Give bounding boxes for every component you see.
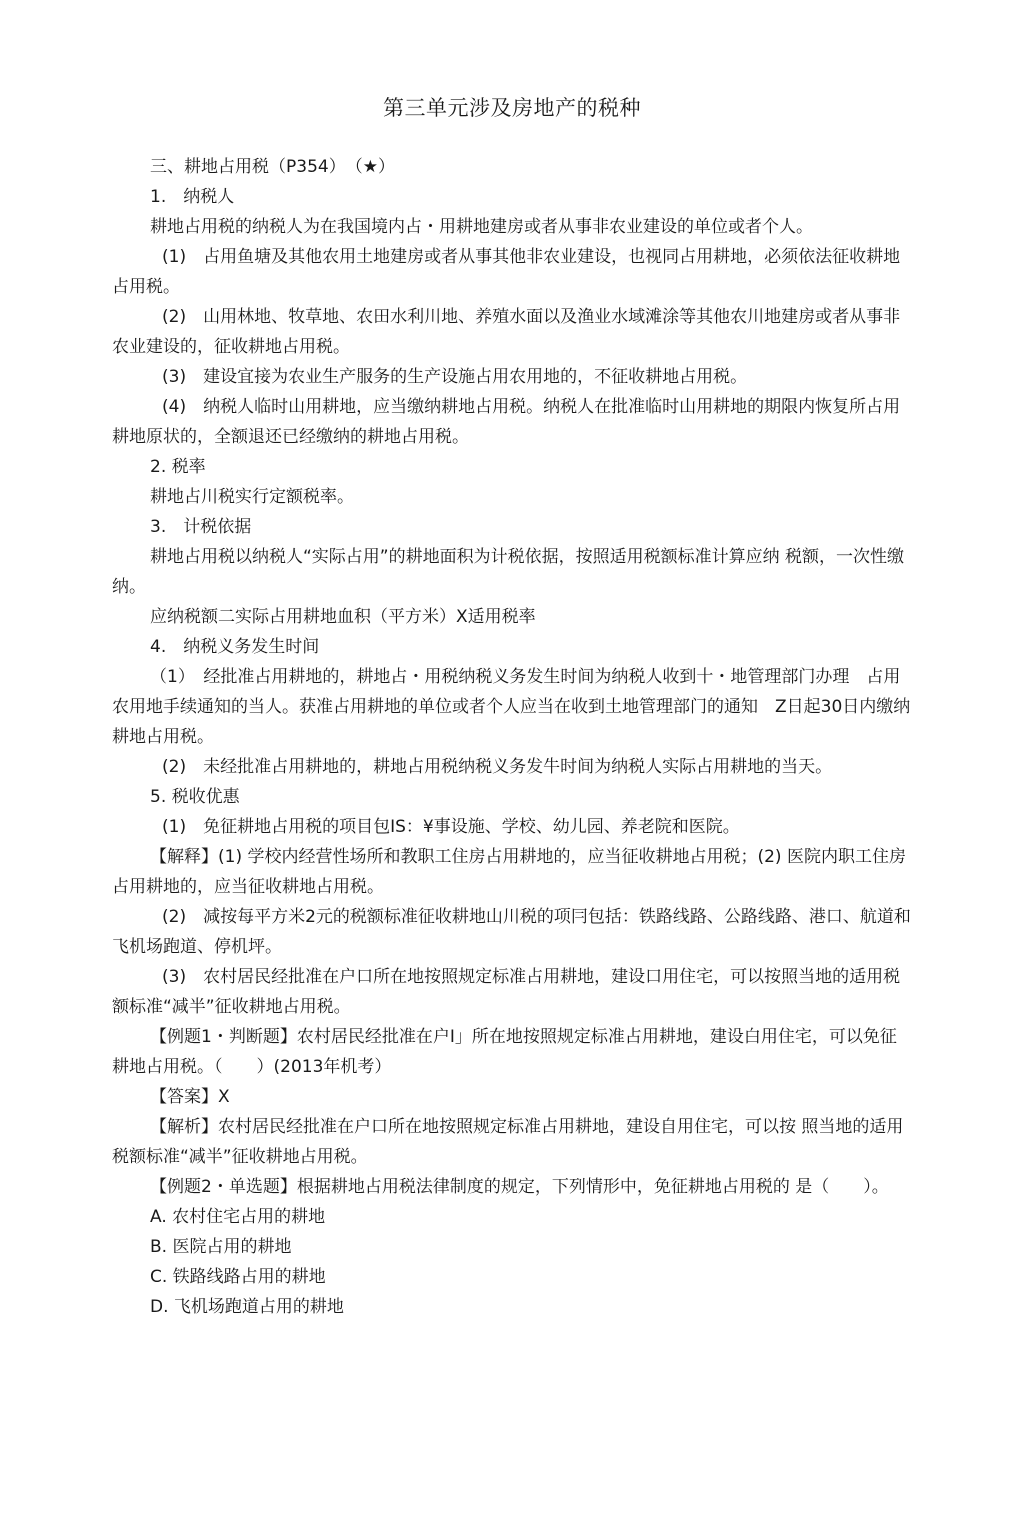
paragraph: (1) 占用鱼塘及其他农用土地建房或者从事其他非农业建设，也视同占用耕地，必须依法征收耕地占用税。: [112, 247, 901, 297]
paragraph: (2) 未经批准占用耕地的，耕地占用税纳税义务发牛时间为纳税人实际占用耕地的当天。: [162, 757, 833, 777]
paragraph: (3) 农村居民经批准在户口所在地按照规定标准占用耕地，建设口用住宅，可以按照当地的适用税额标准“减半”征收耕地占用税。: [112, 967, 901, 1017]
paragraph: 耕地占用税以纳税人“实际占用”的耕地面积为计税依据，按照适用税额标准计算应纳 税额，一次性缴纳。: [112, 547, 905, 597]
document-title: 第三单元涉及房地产的税种: [383, 96, 641, 120]
paragraph: 三、耕地占用税（P354） （★）: [150, 157, 395, 177]
paragraph: 【解析】农村居民经批准在户口所在地按照规定标准占用耕地，建设自用住宅，可以按 照当地的适用税额标准“减半”征收耕地占用税。: [112, 1117, 904, 1167]
paragraph: A. 农村住宅占用的耕地: [150, 1207, 326, 1227]
paragraph: 2. 税率: [150, 457, 206, 477]
paragraph: 耕地占用税的纳税人为在我国境内占・用耕地建房或者从事非农业建设的单位或者个人。: [150, 217, 813, 237]
paragraph: 3. 计税依据: [150, 517, 252, 537]
paragraph: （1） 经批准占用耕地的，耕地占・用税纳税义务发生时间为纳税人收到十・地管理部门办理 占用农用地手续通知的当人。获准占用耕地的单位或者个人应当在收到土地管理部门的通知 Z日起30日内缴纳耕地占用税。: [112, 667, 911, 747]
paragraph: C. 铁路线路占用的耕地: [150, 1267, 326, 1287]
paragraph: D. 飞机场跑道占用的耕地: [150, 1297, 344, 1317]
paragraph: (2) 山用林地、牧草地、农田水利川地、养殖水面以及渔业水域滩涂等其他农川地建房或者从事非农业建设的，征收耕地占用税。: [112, 307, 901, 357]
paragraph: (3) 建设宜接为农业生产服务的生产设施占用农用地的，不征收耕地占用税。: [162, 367, 748, 387]
paragraph: 4. 纳税义务发生时间: [150, 637, 320, 657]
paragraph: 1. 纳税人: [150, 187, 235, 207]
paragraph: (1) 免征耕地占用税的项目包IS：¥事设施、学校、幼儿园、养老院和医院。: [162, 817, 740, 837]
paragraph: 【例题2・单选题】根据耕地占用税法律制度的规定，下列情形中，免征耕地占用税的 是（ ）。: [150, 1177, 889, 1197]
document-body: [112, 152, 912, 1322]
paragraph: 5. 税收优惠: [150, 787, 240, 807]
paragraph: 【解释】(1) 学校内经营性场所和教职工住房占用耕地的，应当征收耕地占用税；(2) 医院内职工住房占用耕地的，应当征收耕地占用税。: [112, 847, 906, 897]
paragraph: 【答案】X: [150, 1087, 230, 1107]
paragraph: B. 医院占用的耕地: [150, 1237, 292, 1257]
paragraph: 耕地占川税实行定额税率。: [150, 487, 354, 507]
paragraph: (4) 纳税人临时山用耕地，应当缴纳耕地占用税。纳税人在批准临时山用耕地的期限内恢复所占用耕地原状的，全额退还已经缴纳的耕地占用税。: [112, 397, 901, 447]
paragraph: 应纳税额二实际占用耕地血积（平方米）X适用税率: [150, 607, 536, 627]
paragraph: 【例题1・判断题】农村居民经批准在户I」所在地按照规定标准占用耕地，建设白用住宅，可以免征耕地占用税。（ ）(2013年机考）: [112, 1027, 897, 1077]
paragraph: (2) 减按每平方米2元的税额标准征收耕地山川税的项冃包括：铁路线路、公路线路、港口、航道和飞机场跑道、停机坪。: [112, 907, 911, 957]
